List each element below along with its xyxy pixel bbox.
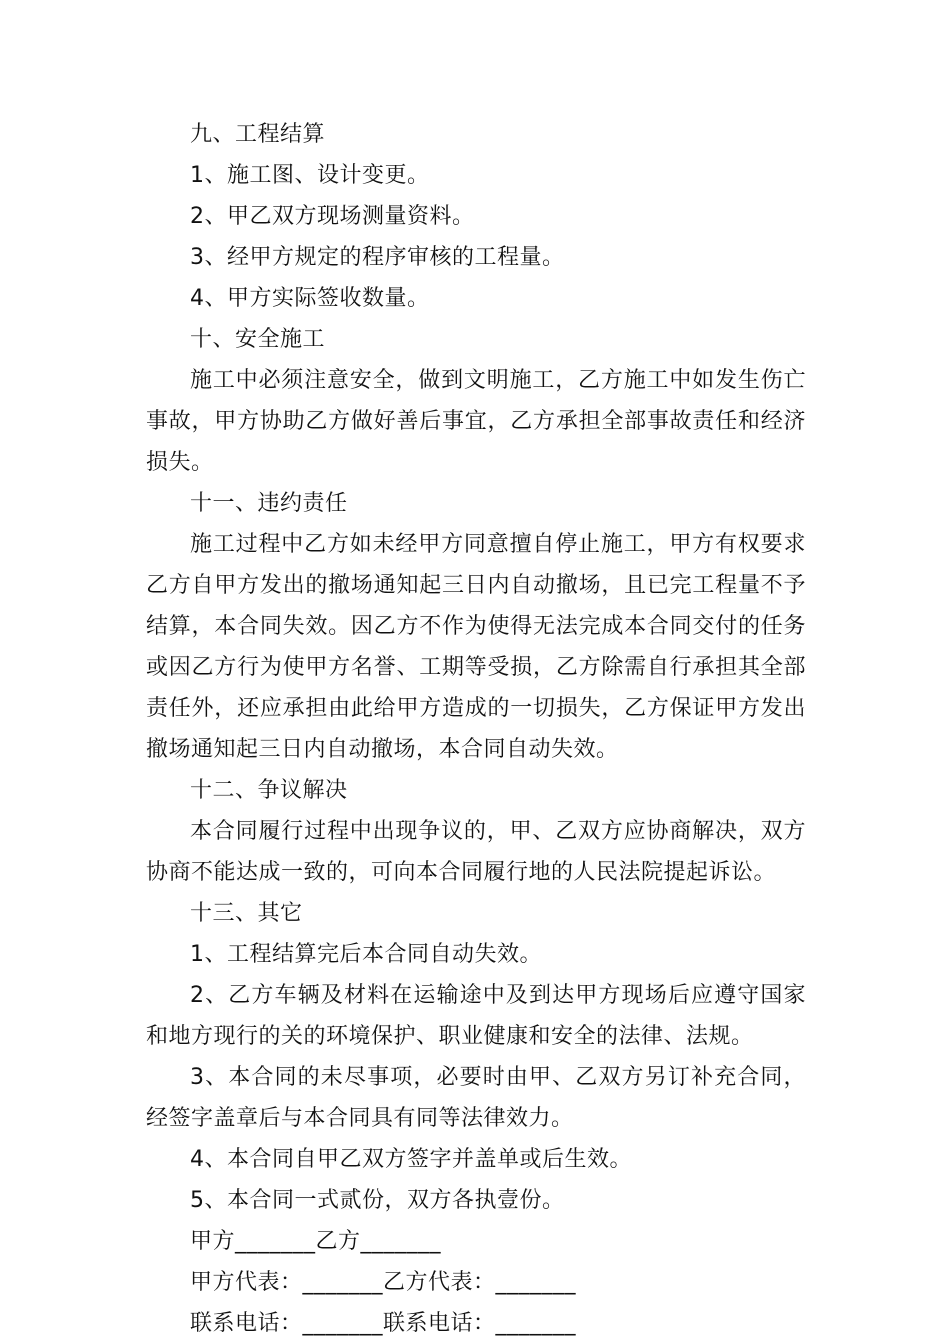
section-heading-settlement: 九、工程结算: [190, 122, 326, 147]
signature-representatives-line: 甲方代表：_______乙方代表：_______: [190, 1270, 577, 1295]
settlement-item-1: 1、施工图、设计变更。: [190, 163, 430, 188]
settlement-item-4: 4、甲方实际签收数量。: [190, 286, 430, 311]
signature-phone-line: 联系电话：_______联系电话：_______: [190, 1311, 577, 1336]
section-heading-other: 十三、其它: [190, 901, 303, 926]
section-heading-safety: 十、安全施工: [190, 327, 326, 352]
other-item-3: 3、本合同的未尽事项，必要时由甲、乙双方另订补充合同，经签字盖章后与本合同具有同等法律效力。: [146, 1065, 806, 1131]
section-heading-dispute: 十二、争议解决: [190, 778, 348, 803]
other-item-4: 4、本合同自甲乙双方签字并盖单或后生效。: [190, 1147, 632, 1172]
settlement-item-3: 3、经甲方规定的程序审核的工程量。: [190, 245, 565, 270]
other-item-1: 1、工程结算完后本合同自动失效。: [190, 942, 542, 967]
signature-parties-line: 甲方_______乙方_______: [190, 1229, 442, 1254]
settlement-item-2: 2、甲乙双方现场测量资料。: [190, 204, 475, 229]
breach-paragraph: 施工过程中乙方如未经甲方同意擅自停止施工，甲方有权要求乙方自甲方发出的撤场通知起三日内自动撤场，且已完工程量不予结算，本合同失效。因乙方不作为使得无法完成本合同交付的任务或因乙方行为使甲方名誉、工期等受损，乙方除需自行承担其全部责任外，还应承担由此给甲方造成的一切损失，乙方保证甲方发出撤场通知起三日内自动撤场，本合同自动失效。: [146, 532, 806, 762]
other-item-5: 5、本合同一式贰份，双方各执壹份。: [190, 1188, 565, 1213]
document-body: [146, 114, 806, 1344]
dispute-paragraph: 本合同履行过程中出现争议的，甲、乙双方应协商解决，双方协商不能达成一致的，可向本合同履行地的人民法院提起诉讼。: [146, 819, 806, 885]
other-item-2: 2、乙方车辆及材料在运输途中及到达甲方现场后应遵守国家和地方现行的关的环境保护、职业健康和安全的法律、法规。: [146, 983, 806, 1049]
section-heading-breach: 十一、违约责任: [190, 491, 348, 516]
safety-paragraph: 施工中必须注意安全，做到文明施工，乙方施工中如发生伤亡事故，甲方协助乙方做好善后事宜，乙方承担全部事故责任和经济损失。: [146, 368, 806, 475]
